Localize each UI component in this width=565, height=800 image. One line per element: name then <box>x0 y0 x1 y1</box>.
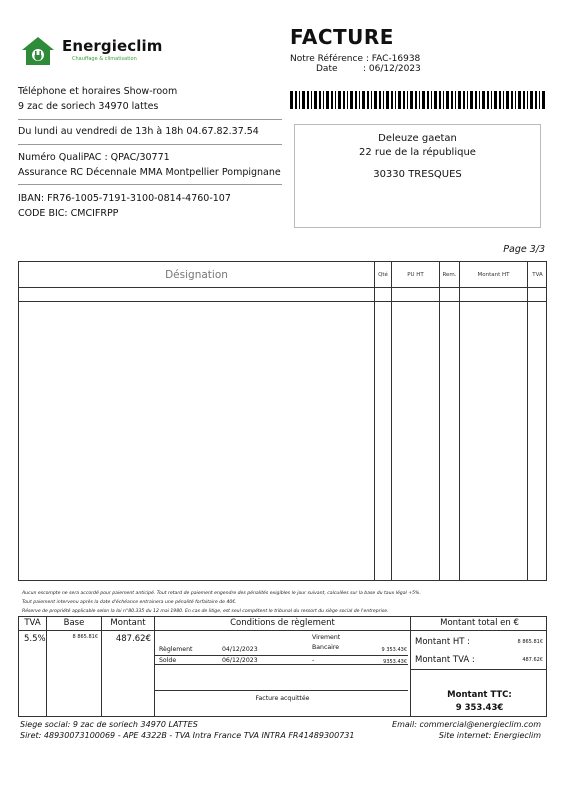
barcode <box>290 91 546 109</box>
barcode-bar <box>415 91 417 109</box>
barcode-bar <box>527 91 528 109</box>
invoice-date: Date : 06/12/2023 <box>290 64 421 75</box>
ttc-value: 9 353.43€ <box>455 703 504 713</box>
barcode-bar <box>367 91 369 109</box>
barcode-bar <box>355 91 357 109</box>
barcode-bar <box>314 91 317 109</box>
legal-notes <box>22 589 542 616</box>
barcode-bar <box>407 91 408 109</box>
header-pu-ht: PU HT <box>407 271 424 278</box>
header-tva-rate: TVA <box>24 618 41 628</box>
barcode-bar <box>475 91 477 109</box>
barcode-bar <box>530 91 533 109</box>
showroom-title: Téléphone et horaires Show-room <box>18 86 178 97</box>
header-qty: Qté <box>378 271 388 278</box>
barcode-bar <box>463 91 465 109</box>
payment-amount: 9353.43€ <box>383 659 407 665</box>
qualipac-number: Numéro QualiPAC : QPAC/30771 <box>18 152 170 163</box>
barcode-bar <box>427 91 429 109</box>
client-city: 30330 TRESQUES <box>373 169 462 180</box>
barcode-bar <box>359 91 360 109</box>
payment-label: Solde <box>159 657 177 664</box>
barcode-bar <box>374 91 377 109</box>
barcode-bar <box>403 91 405 109</box>
barcode-bar <box>446 91 449 109</box>
barcode-bar <box>371 91 372 109</box>
client-street: 22 rue de la république <box>359 147 476 158</box>
barcode-bar <box>467 91 468 109</box>
barcode-bar <box>503 91 504 109</box>
footer-email: Email: commercial@energieclim.com <box>392 720 541 729</box>
brand-tagline: Chauffage & climatisation <box>72 56 137 62</box>
barcode-bar <box>410 91 413 109</box>
barcode-bar <box>542 91 545 109</box>
brand-name: Energieclim <box>62 37 163 55</box>
tva-amount: 487.62€ <box>115 634 151 644</box>
header-remise: Rem. <box>442 271 457 278</box>
payment-amount: 9 353.43€ <box>381 647 407 653</box>
barcode-bar <box>458 91 461 109</box>
barcode-bar <box>515 91 516 109</box>
invoice-title: FACTURE <box>290 25 394 49</box>
barcode-bar <box>470 91 473 109</box>
barcode-bar <box>379 91 381 109</box>
header-tva: TVA <box>532 271 543 278</box>
barcode-bar <box>443 91 444 109</box>
date-label: Date <box>316 64 338 74</box>
montant-tva-value: 487.62€ <box>522 657 543 663</box>
barcode-bar <box>431 91 432 109</box>
bic: CODE BIC: CMCIFRPP <box>18 208 119 219</box>
insurance-info: Assurance RC Décennale MMA Montpellier Pompignane <box>18 167 281 178</box>
barcode-bar <box>347 91 348 109</box>
client-address-box <box>294 124 541 228</box>
barcode-bar <box>398 91 401 109</box>
barcode-bar <box>319 91 321 109</box>
barcode-bar <box>335 91 336 109</box>
montant-tva-label: Montant TVA : <box>415 655 475 665</box>
invoice-lines-table <box>18 261 547 581</box>
barcode-bar <box>455 91 456 109</box>
note-line: Aucun escompte ne sera accordé pour paiement anticipé. Tout retard de paiement engendre des pénalités exigibles le jour suivant, calculées sur la base du taux légal +5%. <box>22 591 421 596</box>
barcode-bar <box>539 91 540 109</box>
barcode-bar <box>422 91 425 109</box>
barcode-bar <box>307 91 309 109</box>
barcode-bar <box>487 91 489 109</box>
barcode-bar <box>419 91 420 109</box>
note-line: Réserve de propriété applicable selon la loi n°80.335 du 12 mai 1980. En cas de litige, est seul compétent le tribunal du ressort du siège social de l'entreprise. <box>22 609 389 614</box>
header-designation: Désignation <box>165 268 228 281</box>
barcode-bar <box>511 91 513 109</box>
payment-mode: - <box>312 657 315 664</box>
footer-siege: Siege social: 9 zac de soriech 34970 LATTES <box>20 720 198 729</box>
showroom-address: 9 zac de soriech 34970 lattes <box>18 101 159 112</box>
barcode-bar <box>518 91 521 109</box>
header-montant-ht: Montant HT <box>477 271 510 278</box>
barcode-bar <box>362 91 365 109</box>
barcode-bar <box>499 91 501 109</box>
divider <box>18 184 282 185</box>
ref-label: Notre Référence <box>290 54 363 64</box>
header-base: Base <box>63 618 85 628</box>
montant-ht-value: 8 865.81€ <box>517 639 543 645</box>
barcode-bar <box>338 91 341 109</box>
header-montant: Montant <box>110 618 146 628</box>
payment-mode: Virement Bancaire <box>312 634 341 651</box>
barcode-bar <box>383 91 384 109</box>
ref-value: FAC-16938 <box>371 54 421 64</box>
iban: IBAN: FR76-1005-7191-3100-0814-4760-107 <box>18 193 231 204</box>
barcode-bar <box>434 91 437 109</box>
barcode-bar <box>482 91 485 109</box>
barcode-bar <box>494 91 497 109</box>
barcode-bar <box>439 91 441 109</box>
barcode-bar <box>479 91 480 109</box>
totals-table <box>18 616 547 717</box>
footer-website: Site internet: Energieclim <box>438 731 541 740</box>
barcode-bar <box>451 91 453 109</box>
payment-date: 06/12/2023 <box>222 657 258 664</box>
payment-label: Règlement <box>159 646 193 653</box>
barcode-bar <box>350 91 353 109</box>
payment-date: 04/12/2023 <box>222 646 258 653</box>
barcode-bar <box>326 91 329 109</box>
divider <box>18 144 282 145</box>
barcode-bar <box>506 91 509 109</box>
barcode-bar <box>311 91 312 109</box>
header-conditions: Conditions de règlement <box>230 618 335 628</box>
barcode-bar <box>331 91 333 109</box>
barcode-bar <box>295 91 297 109</box>
tva-rate: 5.5% <box>24 634 46 644</box>
barcode-bar <box>302 91 305 109</box>
divider <box>18 119 282 120</box>
page-number: Page 3/3 <box>503 244 545 255</box>
barcode-bar <box>323 91 324 109</box>
barcode-bar <box>343 91 345 109</box>
barcode-bar <box>491 91 492 109</box>
barcode-bar <box>535 91 537 109</box>
header-total: Montant total en € <box>440 618 519 628</box>
barcode-bar <box>391 91 393 109</box>
montant-ht-label: Montant HT : <box>415 637 471 647</box>
footer-siret: Siret: 48930073100069 - APE 4322B - TVA Intra France TVA INTRA FR41489300731 <box>20 731 355 740</box>
date-value: 06/12/2023 <box>368 64 421 74</box>
base-value: 8 865.81€ <box>72 634 98 640</box>
paid-invoice-label: Facture acquittée <box>255 695 310 702</box>
ttc-label: Montant TTC: <box>447 690 512 700</box>
barcode-bar <box>523 91 525 109</box>
barcode-bar <box>395 91 396 109</box>
invoice-reference: Notre Référence : FAC-16938 <box>290 54 421 64</box>
barcode-bar <box>386 91 389 109</box>
house-plug-logo-icon <box>20 36 56 66</box>
barcode-bar <box>299 91 300 109</box>
client-name: Deleuze gaetan <box>378 133 457 144</box>
opening-hours: Du lundi au vendredi de 13h à 18h 04.67.82.37.54 <box>18 126 259 137</box>
barcode-bar <box>290 91 293 109</box>
note-line: Tout paiement intervenu après la date d'échéance entrainera une pénalité forfaitaire de 40€. <box>22 600 237 605</box>
